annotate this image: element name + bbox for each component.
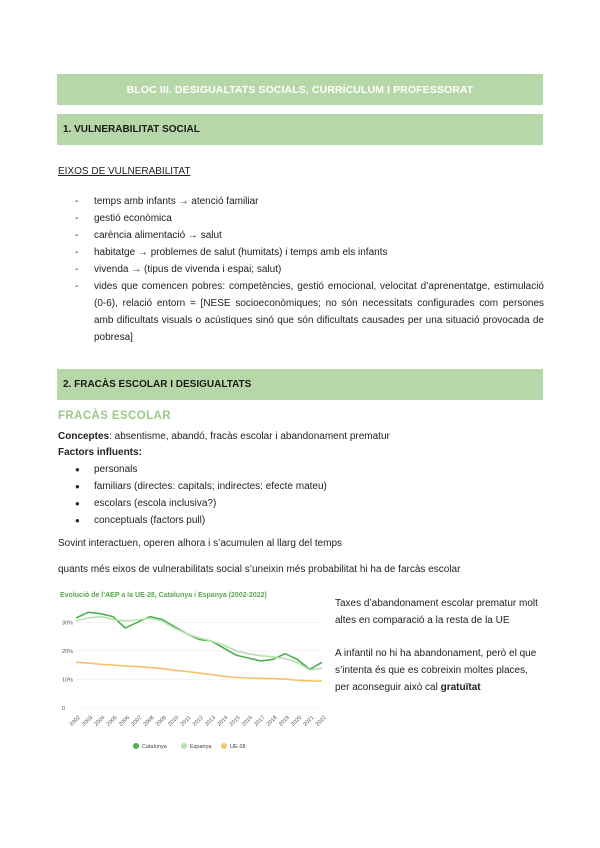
series-line-catalunya (76, 612, 322, 669)
x-tick-label: 2009 (154, 714, 168, 728)
series-line-ue-28 (76, 662, 322, 681)
x-tick-label: 2021 (302, 714, 316, 728)
y-tick-label: 10% (62, 677, 74, 684)
interaction-line: Sovint interactuen, operen alhora i s’acumulen al llarg del temps (58, 538, 343, 549)
concepts-label: Conceptes (58, 431, 110, 442)
factors-label: Factors influents: (58, 447, 142, 458)
x-tick-label: 2022 (314, 714, 328, 728)
section-1-heading: 1. VULNERABILITAT SOCIAL (57, 114, 543, 145)
factors-list (58, 461, 327, 529)
list-item: - temps amb infants → atenció familiar (58, 193, 544, 210)
vulnerability-list (58, 193, 544, 346)
list-item: - carència alimentació → salut (58, 227, 544, 244)
x-tick-label: 2008 (142, 714, 156, 728)
aep-line-chart (58, 600, 328, 760)
chart-title: Evolució de l’AEP a la UE-28, Catalunya i Espanya (2002-2022) (60, 592, 267, 599)
x-tick-label: 2007 (130, 714, 144, 728)
legend-label: UE-28 (230, 744, 246, 750)
side-text-2 (335, 645, 545, 696)
section-2-heading: 2. FRACÀS ESCOLAR I DESIGUALTATS (57, 369, 543, 400)
x-tick-label: 2020 (290, 714, 304, 728)
x-tick-label: 2004 (93, 714, 107, 728)
x-tick-label: 2013 (204, 714, 218, 728)
legend-marker (133, 743, 139, 749)
concepts-text: : absentisme, abandó, fracàs escolar i abandonament prematur (109, 431, 390, 442)
legend-marker (221, 743, 227, 749)
side-text-2-body: A infantil no hi ha abandonament, però el que s’intenta és que es cobreixin moltes places, per aconseguir això cal (335, 648, 537, 693)
x-tick-label: 2016 (241, 714, 254, 728)
x-tick-label: 2019 (277, 714, 291, 728)
x-tick-label: 2010 (167, 714, 181, 728)
list-item: - vides que comencen pobres: competències, gestió emocional, velocitat d’aprenentatge, estimulació (0-6), relació entorn = [NESE socioeconòmiques; no són necessitats configurades com persones amb dificultats visuals o acústiques sinó que són dificultats causades per una situació provocada de pobresa] (58, 278, 544, 346)
list-item: - vivenda → (tipus de vivenda i espai; salut) (58, 261, 544, 278)
x-tick-label: 2017 (253, 714, 267, 728)
list-item: ● personals (58, 461, 327, 478)
list-item: - habitatge → problemes de salut (humitats) i temps amb els infants (58, 244, 544, 261)
list-item: ● escolars (escola inclusiva?) (58, 495, 327, 512)
list-item: ● familiars (directes: capitals; indirectes: efecte mateu) (58, 478, 327, 495)
legend-label: Catalunya (142, 744, 167, 750)
y-tick-label: 0 (62, 706, 66, 712)
list-item: - gestió econòmica (58, 210, 544, 227)
side-text-2-bold: gratuïtat (440, 682, 481, 693)
x-tick-label: 2018 (265, 714, 279, 728)
side-text-1: Taxes d’abandonament escolar prematur molt altes en comparació a la resta de la UE (335, 598, 538, 626)
bloc-banner: BLOC III. DESIGUALTATS SOCIALS, CURRÍCULUM I PROFESSORAT (57, 74, 543, 105)
section-2-subtitle: FRACÀS ESCOLAR (58, 410, 171, 422)
list-item: ● conceptuals (factors pull) (58, 512, 327, 529)
x-tick-label: 2006 (118, 714, 131, 728)
concepts-line (58, 428, 390, 445)
x-tick-label: 2002 (68, 714, 82, 728)
x-tick-label: 2014 (216, 714, 230, 728)
x-tick-label: 2005 (105, 714, 119, 728)
probability-line: quants més eixos de vulnerabilitats social s’uneixin més probabilitat hi ha de farcàs escolar (58, 564, 461, 575)
x-tick-label: 2012 (191, 714, 205, 728)
section-1-subtitle: EIXOS DE VULNERABILITAT (58, 166, 191, 177)
y-tick-label: 20% (62, 648, 74, 655)
legend-marker (181, 743, 187, 749)
y-tick-label: 30% (62, 620, 74, 627)
x-tick-label: 2011 (179, 714, 193, 728)
series-line-espanya (76, 617, 322, 670)
x-tick-label: 2003 (81, 714, 95, 728)
legend-label: Espanya (190, 744, 212, 750)
x-tick-label: 2015 (228, 714, 242, 728)
